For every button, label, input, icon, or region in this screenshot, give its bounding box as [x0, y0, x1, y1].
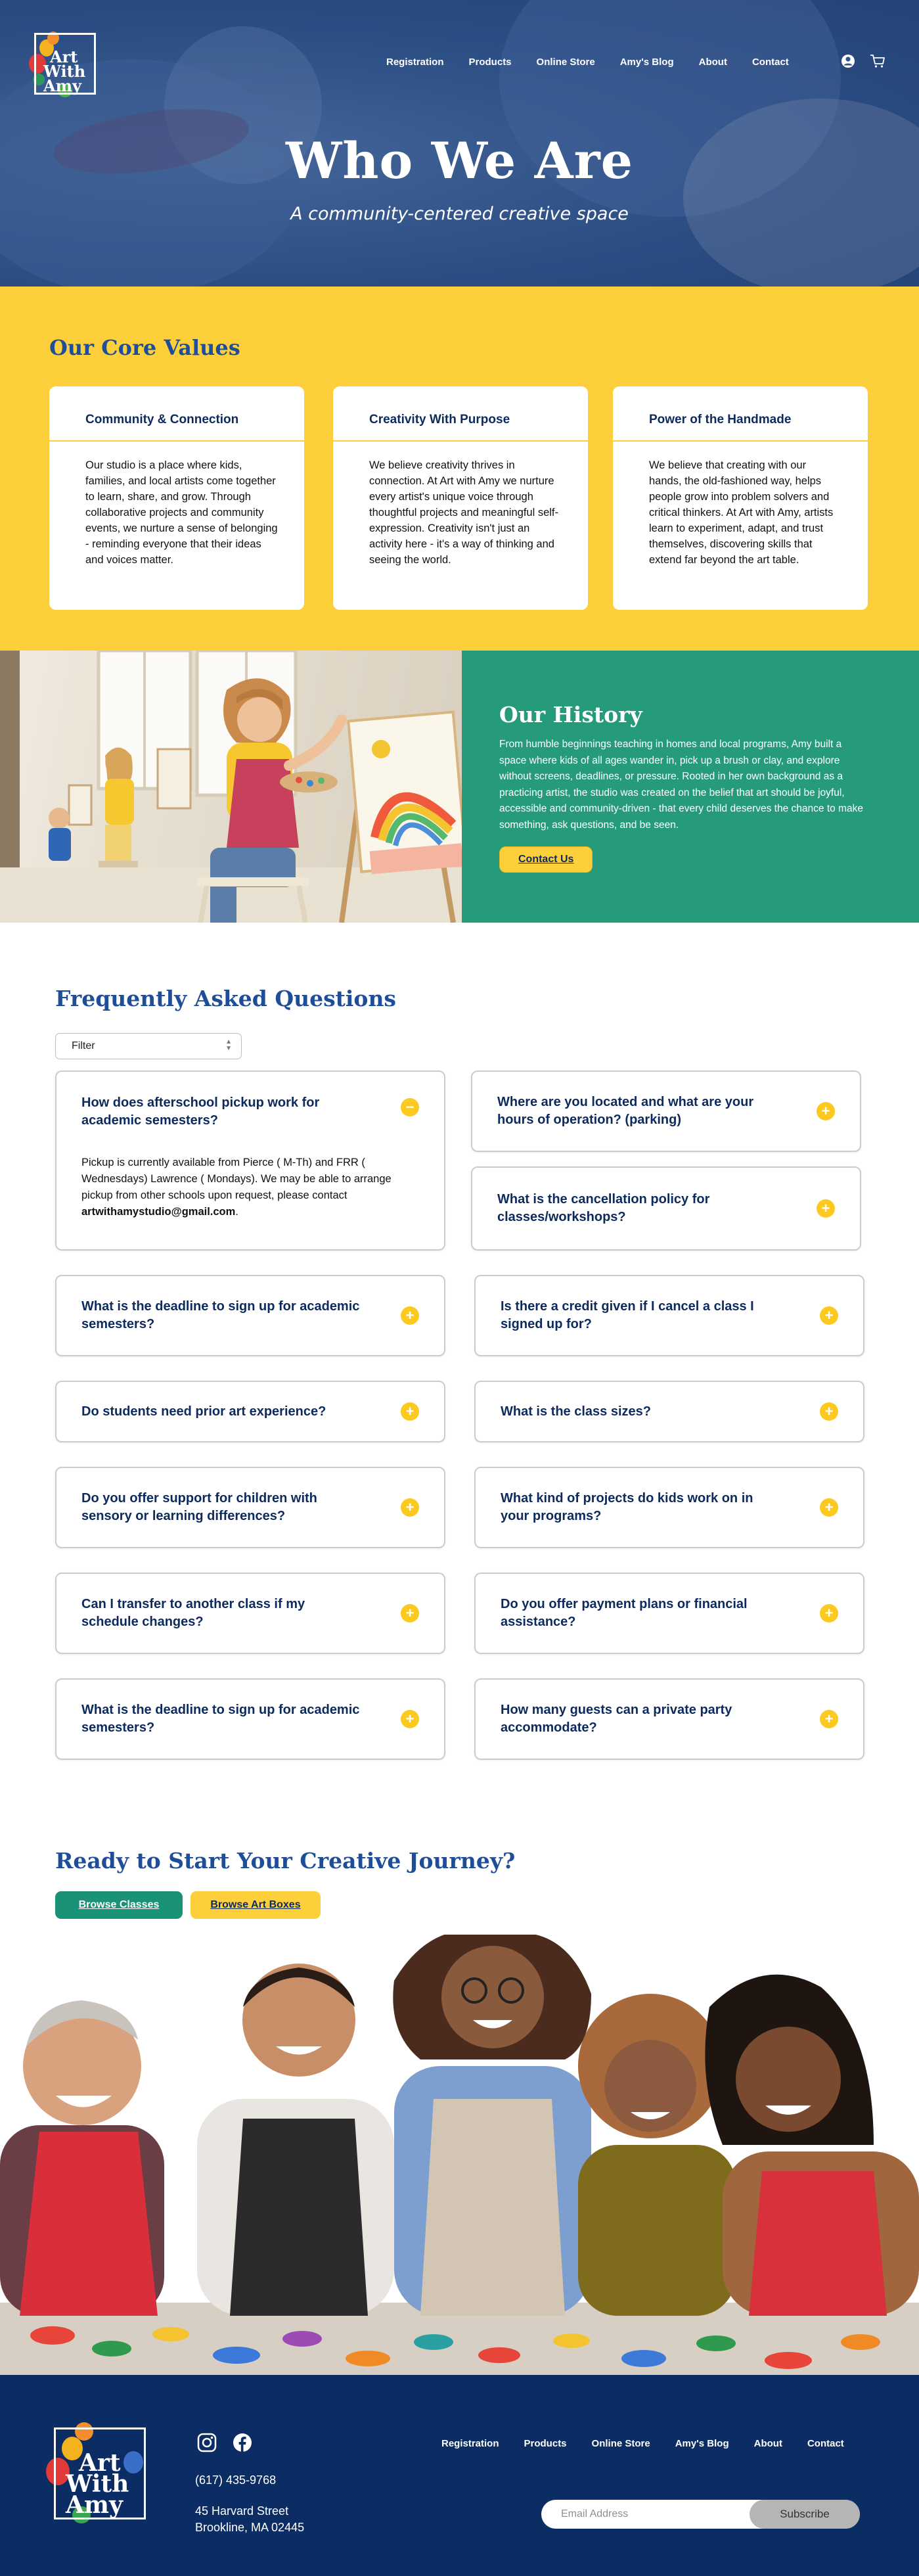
footer-phone[interactable]: (617) 435-9768: [195, 2473, 277, 2487]
value-card-title: Creativity With Purpose: [333, 386, 588, 442]
browse-art-boxes-button[interactable]: Browse Art Boxes: [191, 1891, 321, 1919]
footer-link-about[interactable]: About: [753, 2438, 782, 2449]
footer-link-blog[interactable]: Amy's Blog: [675, 2438, 729, 2449]
plus-icon[interactable]: +: [401, 1402, 419, 1421]
main-nav-links: [386, 57, 814, 68]
footer-address-line2: Brookline, MA 02445: [195, 2521, 305, 2534]
logo-text-amy: Amy: [43, 76, 81, 95]
email-input[interactable]: [541, 2500, 751, 2529]
filter-label: Filter: [72, 1040, 95, 1051]
faq-question: Do you offer payment plans or financial assistance?: [501, 1597, 748, 1629]
cta-section: [0, 1789, 919, 2375]
faq-question: What is the class sizes?: [501, 1404, 651, 1419]
logo-text-art: Art: [50, 47, 78, 66]
person-older-man: [0, 2000, 164, 2316]
faq-item[interactable]: [55, 1467, 445, 1548]
nav-link-contact[interactable]: Contact: [751, 57, 789, 68]
faq-item[interactable]: [474, 1678, 864, 1760]
page-title: Who We Are: [285, 131, 634, 190]
plus-icon[interactable]: +: [820, 1306, 838, 1325]
plus-icon[interactable]: +: [820, 1498, 838, 1517]
faq-question: What kind of projects do kids work on in your programs?: [501, 1491, 753, 1523]
value-card-handmade: [613, 386, 868, 610]
instagram-icon[interactable]: [197, 2433, 217, 2452]
faq-item[interactable]: [55, 1573, 445, 1654]
facebook-icon[interactable]: [233, 2433, 252, 2452]
faq-question: Is there a credit given if I cancel a class I signed up for?: [501, 1299, 754, 1331]
faq-item[interactable]: [474, 1467, 864, 1548]
browse-classes-button[interactable]: Browse Classes: [55, 1891, 183, 1919]
faq-question: What is the deadline to sign up for academic semesters?: [81, 1703, 360, 1735]
value-card-community: [49, 386, 304, 610]
footer-logo[interactable]: [46, 2422, 151, 2527]
top-nav: [0, 0, 919, 125]
faq-section: [0, 923, 919, 1789]
value-card-body: We believe creativity thrives in connection. At Art with Amy we nurture every artist's unique voice through thoughtful projects and meaningful self-expression. Creativity isn't just an activity here - it's a way of thinking and seeing the world.: [369, 459, 559, 566]
contact-email-link[interactable]: artwithamystudio@gmail.com: [81, 1206, 236, 1218]
nav-link-online-store[interactable]: Online Store: [536, 57, 595, 68]
logo-text-amy: Amy: [66, 2491, 123, 2519]
faq-question: Do you offer support for children with sensory or learning differences?: [81, 1491, 317, 1523]
person-woman-red-apron: [705, 1975, 919, 2316]
plus-icon[interactable]: +: [817, 1199, 835, 1218]
plus-icon[interactable]: +: [401, 1498, 419, 1517]
cta-heading: Ready to Start Your Creative Journey?: [55, 1848, 516, 1874]
logo-text-art: Art: [79, 2449, 121, 2477]
hero-section: [0, 0, 919, 287]
history-heading: Our History: [499, 702, 642, 727]
value-card-title: Power of the Handmade: [613, 386, 868, 442]
faq-item-open[interactable]: [55, 1070, 445, 1251]
plus-icon[interactable]: +: [820, 1604, 838, 1622]
person-woman-glasses: [393, 1935, 591, 2316]
plus-icon[interactable]: +: [817, 1102, 835, 1120]
faq-item[interactable]: [474, 1573, 864, 1654]
value-card-body: Our studio is a place where kids, families, and local artists come together to learn, share, and grow. Through collaborative projects and community events, we nurture a sense of belonging - reminding everyone that their ideas and voices matter.: [85, 459, 278, 566]
value-card-creativity: [333, 386, 588, 610]
faq-question: Do students need prior art experience?: [81, 1404, 326, 1419]
faq-answer: [81, 1155, 410, 1220]
plus-icon[interactable]: +: [401, 1710, 419, 1728]
faq-answer-text: Pickup is currently available from Pierce ( M-Th) and FRR ( Wednesdays) Lawrence ( Mondays). We may be able to arrange pickup from other schools upon request, please contact: [81, 1157, 392, 1201]
core-values-section: [0, 287, 919, 651]
faq-question: Can I transfer to another class if my schedule changes?: [81, 1597, 305, 1629]
group-photo-adults-painting: [0, 1935, 919, 2375]
faq-question: How many guests can a private party accommodate?: [501, 1703, 732, 1735]
subscribe-button[interactable]: Subscribe: [750, 2500, 860, 2529]
social-links: [197, 2433, 252, 2452]
footer-link-registration[interactable]: Registration: [441, 2438, 499, 2449]
classroom-photo: [0, 651, 462, 923]
core-values-heading: Our Core Values: [49, 335, 240, 360]
faq-question: Where are you located and what are your hours of operation? (parking): [497, 1095, 754, 1127]
logo-text-with: With: [66, 2470, 129, 2498]
footer-link-contact[interactable]: Contact: [807, 2438, 844, 2449]
faq-heading: Frequently Asked Questions: [55, 986, 397, 1011]
faq-item[interactable]: [474, 1381, 864, 1442]
plus-icon[interactable]: +: [401, 1604, 419, 1622]
faq-item[interactable]: [471, 1166, 861, 1251]
plus-icon[interactable]: +: [820, 1710, 838, 1728]
footer-address-line1: 45 Harvard Street: [195, 2504, 289, 2518]
faq-item[interactable]: [55, 1275, 445, 1356]
footer-link-products[interactable]: Products: [524, 2438, 567, 2449]
faq-item[interactable]: [55, 1381, 445, 1442]
footer-nav-links: [441, 2438, 869, 2449]
value-card-body: We believe that creating with our hands, the old-fashioned way, helps people grow into problem solvers and critical thinkers. At Art with Amy, artists learn to experiment, adapt, and trust themselves, discovering skills that extend far beyond the art table.: [649, 459, 834, 566]
nav-link-registration[interactable]: Registration: [386, 57, 444, 68]
nav-icons: [841, 54, 885, 68]
faq-question: What is the cancellation policy for classes/workshops?: [497, 1192, 710, 1224]
history-section: [0, 651, 919, 923]
faq-item[interactable]: [55, 1678, 445, 1760]
faq-answer-end: .: [235, 1206, 238, 1218]
page-subtitle: A community-centered creative space: [290, 204, 629, 224]
plus-icon[interactable]: +: [820, 1402, 838, 1421]
faq-filter-select[interactable]: [55, 1033, 242, 1059]
nav-link-about[interactable]: About: [698, 57, 727, 68]
minus-icon[interactable]: −: [401, 1098, 419, 1116]
chevron-up-down-icon: ▲ ▼: [225, 1038, 232, 1052]
person-man-apron: [197, 1964, 394, 2316]
faq-item[interactable]: [474, 1275, 864, 1356]
faq-question: How does afterschool pickup work for academic semesters?: [81, 1095, 320, 1128]
cart-icon[interactable]: [870, 54, 885, 68]
plus-icon[interactable]: +: [401, 1306, 419, 1325]
user-circle-icon[interactable]: [841, 54, 855, 68]
nav-link-products[interactable]: Products: [468, 57, 512, 68]
faq-item[interactable]: [471, 1070, 861, 1152]
classroom-illustration: [0, 651, 462, 923]
footer-contact-info: [195, 2472, 304, 2536]
newsletter-form: [541, 2500, 860, 2529]
footer-link-online-store[interactable]: Online Store: [591, 2438, 650, 2449]
history-body: From humble beginnings teaching in homes and local programs, Amy built a space where kids of all ages wander in, pick up a brush or clay, and explore without screens, deadlines, or pressure. Rooted in her own background as a practicing artist, the studio was created on the belief that art should be joyful, accessible and community-driven - that every child deserves the chance to make something, ask questions, and be seen.: [499, 739, 863, 831]
history-text: [499, 702, 868, 873]
contact-us-button[interactable]: Contact Us: [499, 846, 593, 873]
nav-link-blog[interactable]: Amy's Blog: [619, 57, 674, 68]
faq-question: What is the deadline to sign up for academic semesters?: [81, 1299, 360, 1331]
logo-text-with: With: [43, 62, 86, 81]
value-card-title: Community & Connection: [49, 386, 304, 442]
site-logo[interactable]: [29, 30, 97, 99]
site-footer: [0, 2375, 919, 2576]
